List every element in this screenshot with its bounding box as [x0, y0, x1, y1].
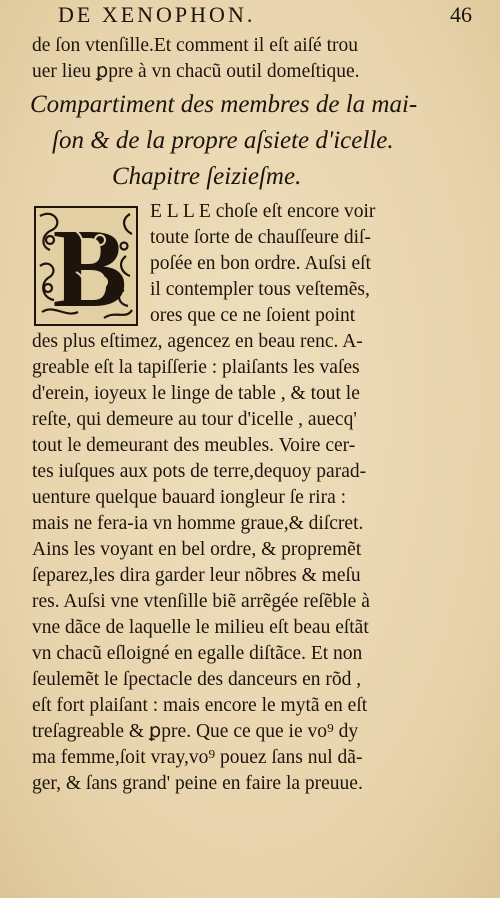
text-line: d'erein, ioyeux le linge de table , & tout le	[32, 383, 360, 404]
running-title: DE XENOPHON.	[58, 2, 256, 27]
text-line: ſeparez,les dira garder leur nõbres & meſu	[32, 565, 361, 586]
text-line: Ains les voyant en bel ordre, & propremẽt	[32, 539, 362, 560]
text-line: de ſon vtenſille.Et comment il eſt aiſé trou	[32, 35, 358, 56]
text-line: ma femme,ſoit vray,vo⁹ pouez ſans nul dã-	[32, 747, 363, 768]
text-line: ores que ce ne ſoient point	[150, 305, 356, 326]
decorated-initial-letter	[34, 206, 138, 326]
text-line: tes iuſques aux pots de terre,dequoy parad-	[32, 461, 367, 482]
text-line: vne dãce de laquelle le milieu eſt beau eſtãt	[32, 617, 369, 638]
text-line: tout le demeurant des meubles. Voire cer-	[32, 435, 356, 456]
text-line: eſt fort plaiſant : mais encore le mytã en eſt	[32, 695, 368, 716]
text-line: E L L E choſe eſt encore voir	[150, 201, 376, 222]
text-line: ſeulemẽt le ſpectacle des danceurs en rõd ,	[32, 669, 362, 690]
text-line: vn chacũ eſloigné en egalle diſtãce. Et non	[32, 643, 363, 664]
chapter-heading-line: Compartiment des membres de la mai-	[30, 91, 418, 118]
text-line: des plus eſtimez, agencez en beau renc. A-	[32, 331, 363, 352]
woodcut-initial-b-icon	[34, 206, 138, 326]
text-line: toute ſorte de chauſſeure diſ-	[150, 227, 371, 248]
text-line: greable eſt la tapiſſerie : plaiſants les vaſes	[32, 357, 360, 378]
text-line: il contempler tous veſtemẽs,	[150, 279, 370, 300]
chapter-heading-line: ſon & de la propre aſsiete d'icelle.	[52, 127, 394, 154]
text-line: reſte, qui demeure au tour d'icelle , auecq'	[32, 409, 357, 430]
text-line: uenture quelque bauard iongleur ſe rira :	[32, 487, 347, 508]
running-head	[58, 2, 472, 28]
text-line: res. Auſsi vne vtenſille biẽ arrẽgée reſẽble à	[32, 591, 370, 612]
text-line: mais ne fera-ia vn homme graue,& diſcret.	[32, 513, 364, 534]
text-line: poſée en bon ordre. Auſsi eſt	[150, 253, 371, 274]
initial-letter: B	[52, 207, 128, 326]
text-line: uer lieu ꝑpre à vn chacũ outil domeſtique.	[32, 61, 360, 82]
chapter-number: Chapitre ſeizieſme.	[112, 163, 302, 190]
page-number: 46	[450, 2, 472, 27]
text-line: ger, & ſans grand' peine en faire la preuue.	[32, 773, 363, 794]
text-line: treſagreable & ꝑpre. Que ce que ie vo⁹ dy	[32, 721, 359, 742]
